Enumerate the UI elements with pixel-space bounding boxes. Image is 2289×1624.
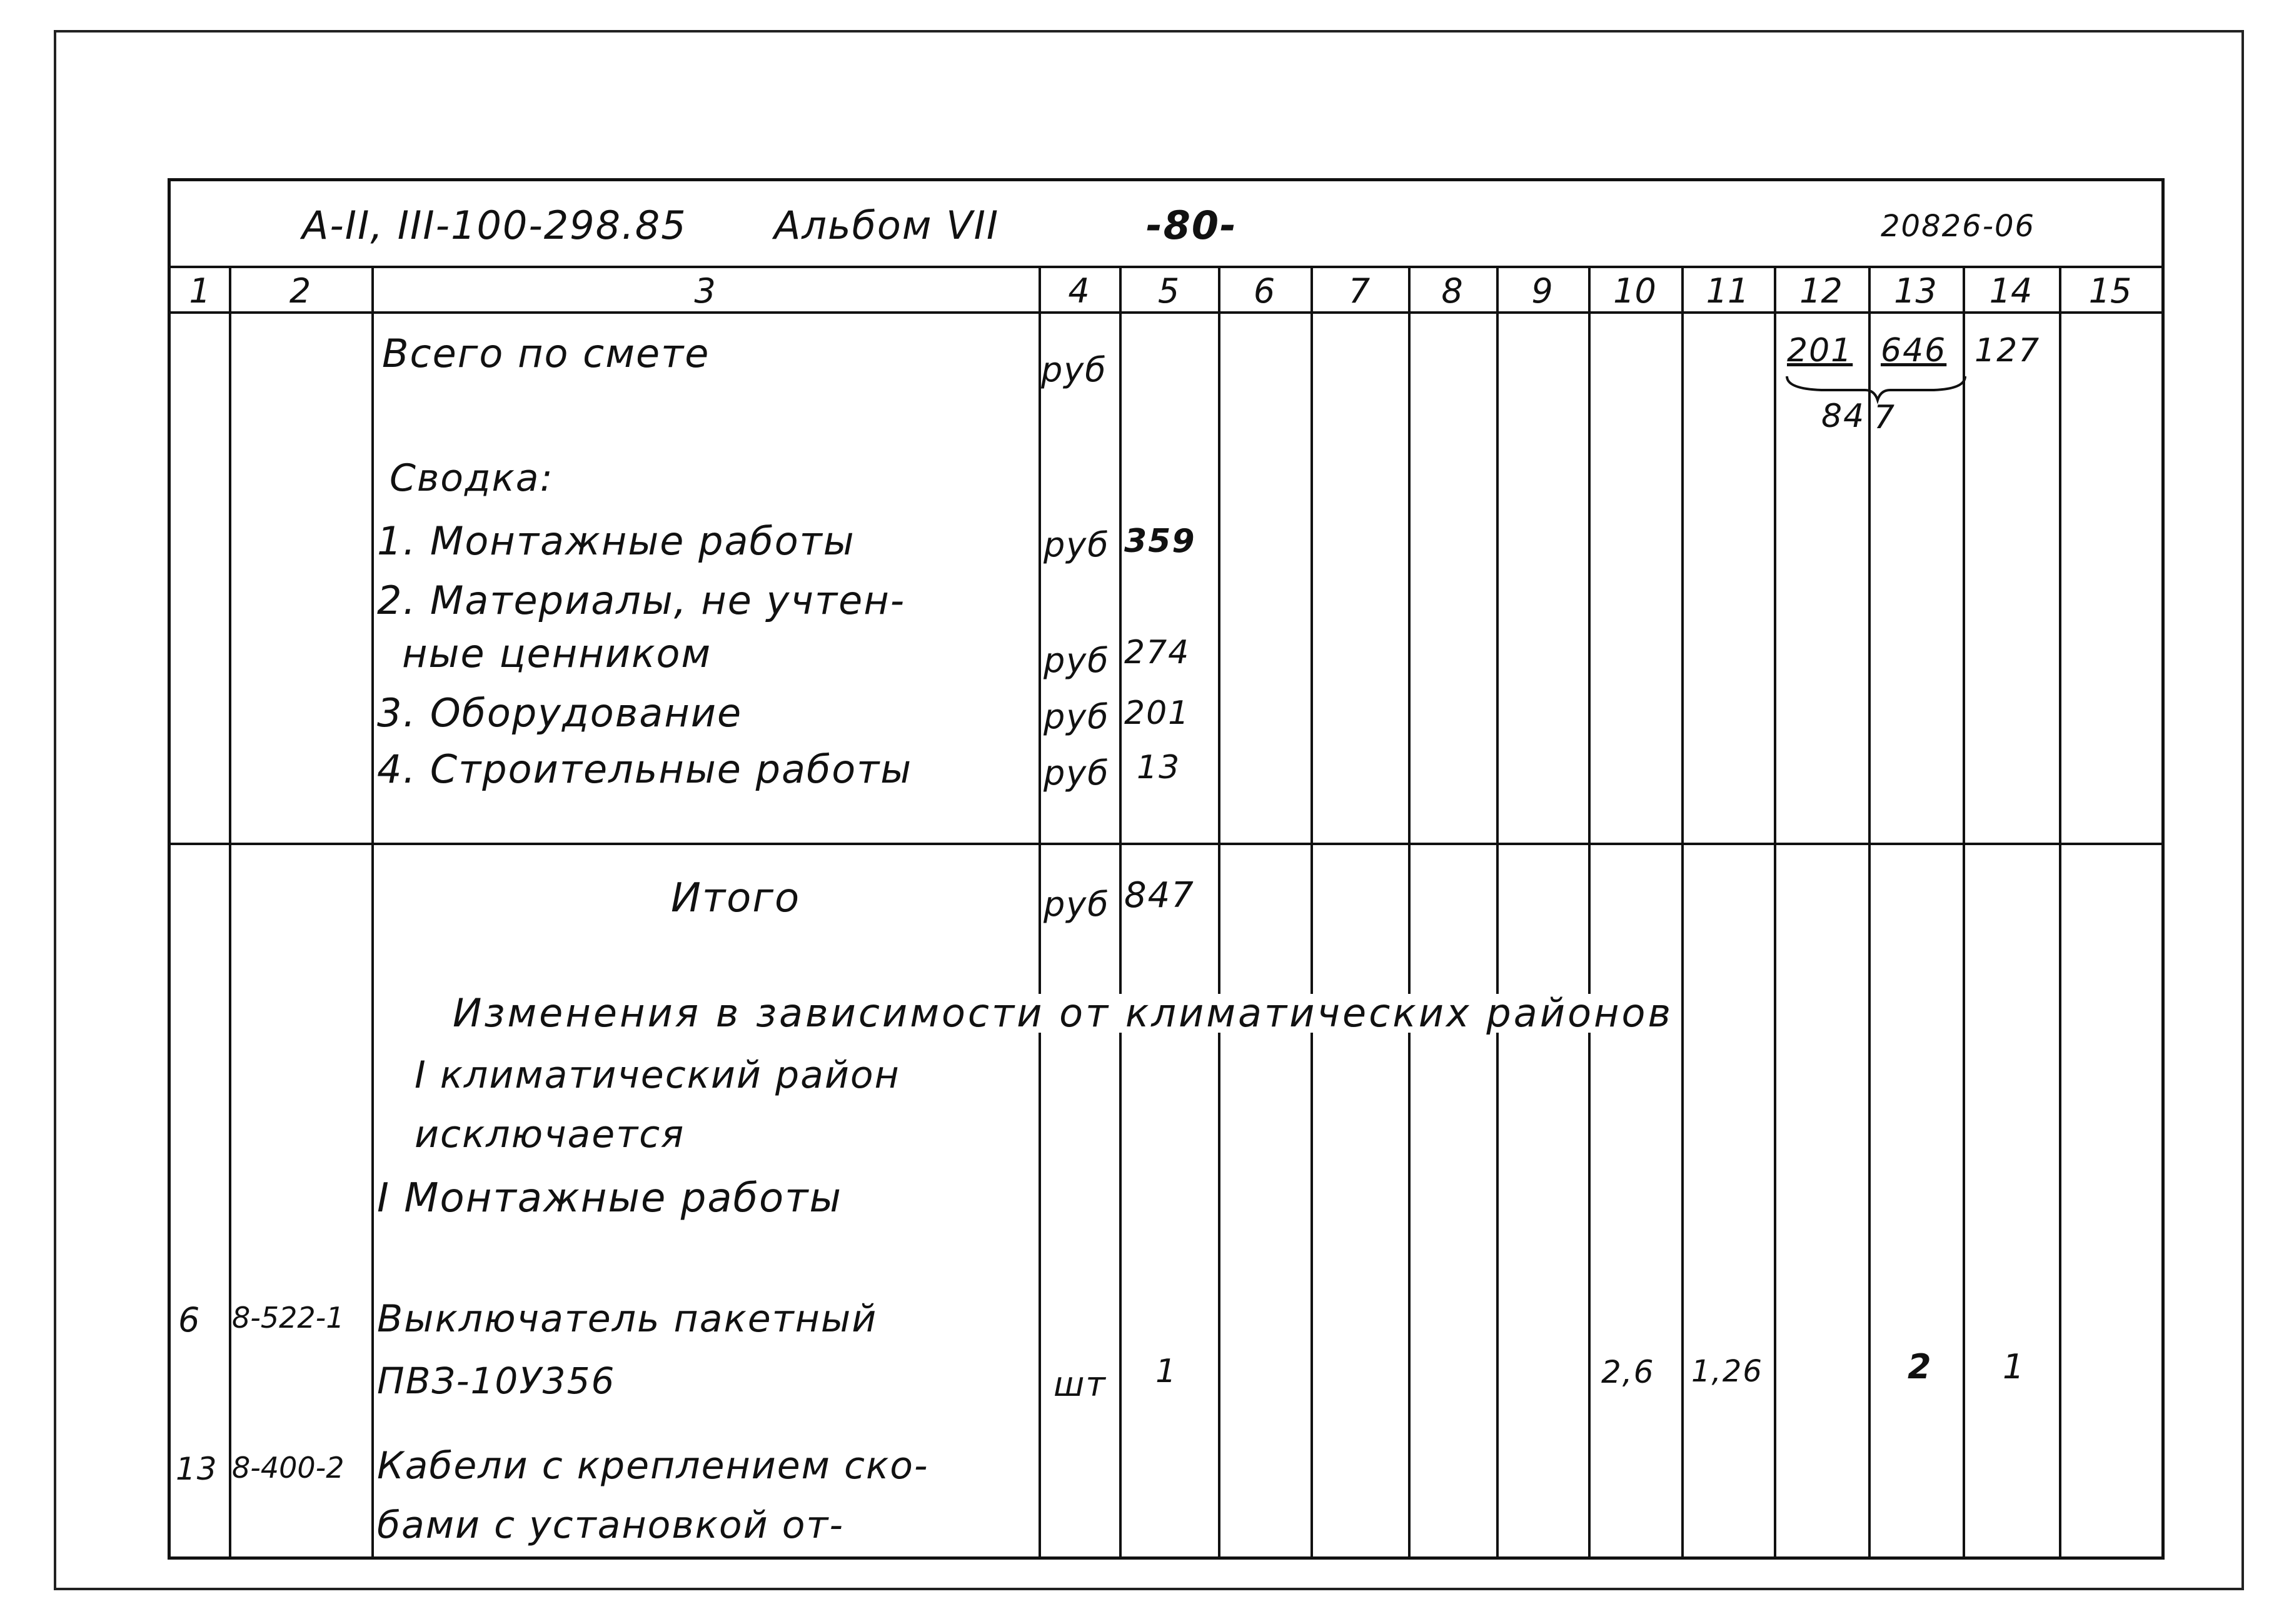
unit-cell: руб xyxy=(1044,525,1110,564)
column-number: 8 xyxy=(1441,271,1463,311)
row-name: Кабели с креплением ско- xyxy=(377,1444,929,1488)
unit-cell: шт xyxy=(1054,1365,1107,1404)
summary-item: ные ценником xyxy=(402,631,712,676)
changes-heading: Изменения в зависимости от климатических районов xyxy=(449,994,1677,1033)
row-name: ПВЗ-10У356 xyxy=(377,1360,616,1402)
unit-cell: руб xyxy=(1044,753,1110,793)
section-divider xyxy=(171,843,2161,845)
col14-cell: 1 xyxy=(2003,1347,2026,1386)
column-number: 9 xyxy=(1531,271,1553,311)
column-number: 12 xyxy=(1799,271,1843,311)
column-number: 6 xyxy=(1253,271,1275,311)
row-name: бами с установкой от- xyxy=(377,1503,844,1547)
unit-cell: руб xyxy=(1044,885,1110,924)
total-col12: 201 xyxy=(1787,332,1853,369)
album-label: Альбом VII xyxy=(774,203,1000,248)
column-number: 11 xyxy=(1706,271,1749,311)
row-number: 13 xyxy=(176,1451,218,1487)
column-number: 3 xyxy=(694,271,716,311)
col-line xyxy=(1039,266,1041,1556)
row-name: Выключатель пакетный xyxy=(377,1297,878,1341)
column-number: 15 xyxy=(2088,271,2132,311)
doc-code: А-II, III-100-298.85 xyxy=(302,203,687,248)
works-heading: I Монтажные работы xyxy=(377,1175,842,1221)
col-line xyxy=(1218,266,1220,1556)
col-line xyxy=(1963,266,1965,1556)
col-line xyxy=(1681,266,1684,1556)
qty-cell: 1 xyxy=(1155,1353,1178,1390)
col-line xyxy=(371,266,374,1556)
col10-cell: 1,26 xyxy=(1691,1354,1763,1389)
value-cell: 359 xyxy=(1124,523,1196,560)
column-number: 5 xyxy=(1157,271,1180,311)
column-number: 1 xyxy=(189,271,211,311)
column-number: 13 xyxy=(1894,271,1937,311)
value-cell: 201 xyxy=(1124,694,1190,732)
value-cell: 847 xyxy=(1124,875,1195,916)
total-label: Всего по смете xyxy=(382,331,710,376)
doc-number: 20826-06 xyxy=(1881,209,2036,244)
column-number: 10 xyxy=(1613,271,1656,311)
row-code: 8-522-1 xyxy=(232,1301,345,1335)
total-col13: 646 xyxy=(1881,332,1947,369)
column-number: 14 xyxy=(1989,271,2033,311)
estimate-table xyxy=(168,178,2165,1560)
sum-cols-12-13-part2: 7 xyxy=(1874,399,1896,436)
col-line xyxy=(1311,266,1313,1556)
summary-item: 3. Оборудование xyxy=(377,690,743,736)
col9-cell: 2,6 xyxy=(1601,1354,1655,1390)
col-line xyxy=(1119,266,1122,1556)
summary-item: 1. Монтажные работы xyxy=(377,518,855,564)
col-line xyxy=(229,266,231,1556)
column-number: 4 xyxy=(1068,271,1090,311)
column-number: 2 xyxy=(289,271,311,311)
col-line xyxy=(2059,266,2061,1556)
climate-line2: исключается xyxy=(415,1113,685,1156)
col-line xyxy=(1588,266,1591,1556)
col-line xyxy=(1868,266,1871,1556)
summary-item: 2. Материалы, не учтен- xyxy=(377,578,906,623)
unit-cell: руб xyxy=(1044,641,1110,680)
col-line xyxy=(1496,266,1499,1556)
value-cell: 13 xyxy=(1137,749,1181,786)
page-number: -80- xyxy=(1146,203,1237,248)
unit-cell: руб xyxy=(1044,697,1110,736)
climate-line1: I климатический район xyxy=(415,1053,900,1097)
itogo-label: Итого xyxy=(671,875,801,921)
total-col14: 127 xyxy=(1975,332,2041,369)
col13-cell: 2 xyxy=(1908,1347,1933,1386)
col-line xyxy=(1408,266,1411,1556)
unit-cell: руб xyxy=(1041,350,1107,389)
column-number-row xyxy=(171,266,2161,311)
row-number: 6 xyxy=(178,1300,201,1340)
row-code: 8-400-2 xyxy=(232,1451,345,1485)
value-cell: 274 xyxy=(1124,634,1190,671)
summary-item: 4. Строительные работы xyxy=(377,746,913,792)
column-number: 7 xyxy=(1348,271,1371,311)
col-line xyxy=(1774,266,1776,1556)
summary-title: Сводка: xyxy=(390,456,554,500)
sum-cols-12-13-part1: 84 xyxy=(1821,398,1866,435)
